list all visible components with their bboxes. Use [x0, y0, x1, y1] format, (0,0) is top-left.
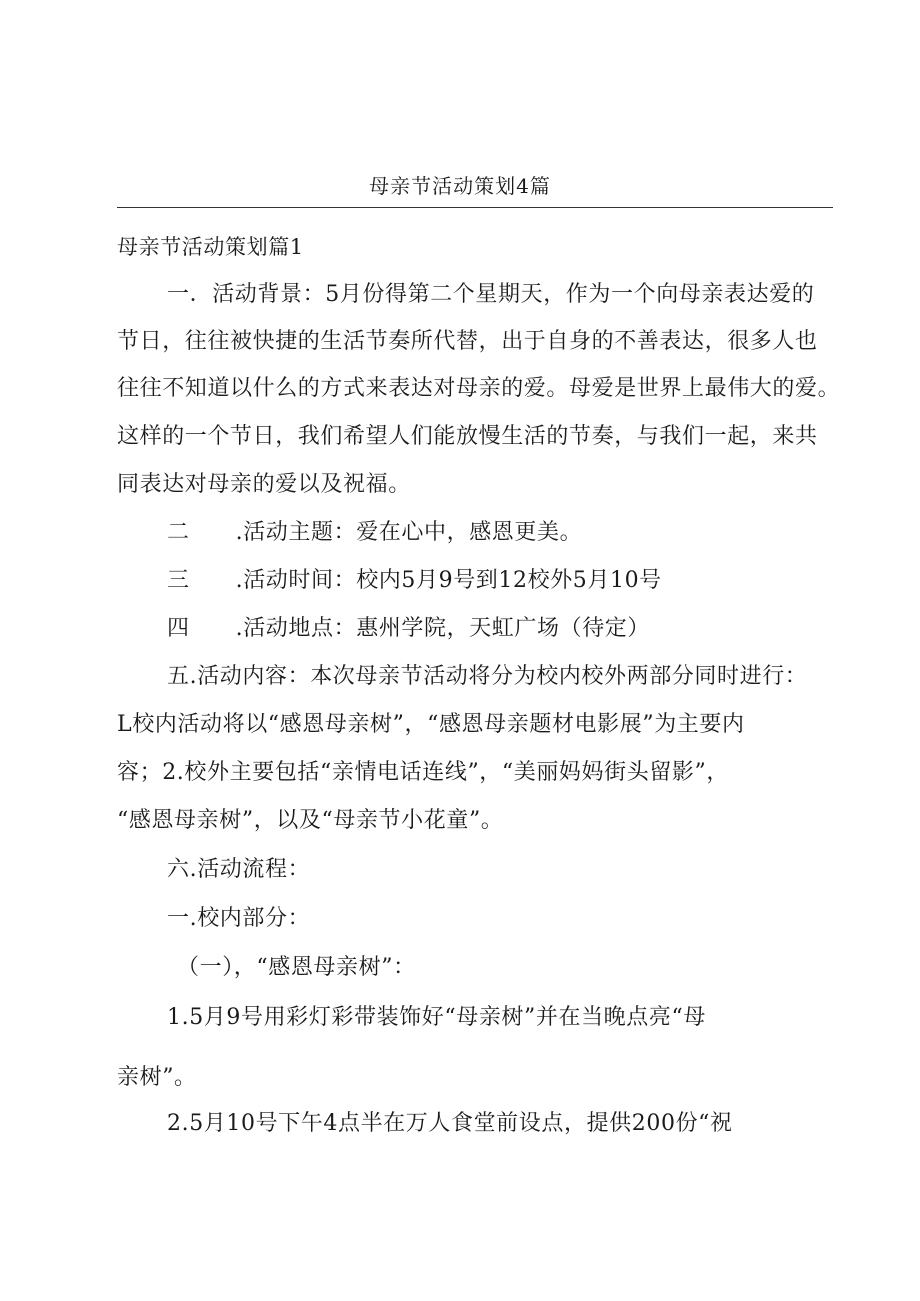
paragraph-line: 容；2.校外主要包括“亲情电话连线”，“美丽妈妈街头留影”，	[117, 760, 729, 785]
item-number: 三	[167, 568, 190, 593]
paragraph-line: 五.活动内容：本次母亲节活动将分为校内校外两部分同时进行：	[167, 664, 808, 689]
item-text: .活动地点：惠州学院，天虹广场（待定）	[235, 616, 651, 641]
numbered-item	[167, 518, 582, 548]
paragraph-line: 亲树”。	[117, 1065, 197, 1090]
item-text: .活动主题：爱在心中，感恩更美。	[235, 520, 583, 545]
paragraph-line: 2.5月10号下午4点半在万人食堂前设点，提供200份“祝	[167, 1111, 733, 1136]
paragraph-line: 一．活动背景：5月份得第二个星期天，作为一个向母亲表达爱的	[167, 282, 815, 307]
section-title: 母亲节活动策划篇1	[117, 235, 304, 259]
paragraph-line: 这样的一个节日，我们希望人们能放慢生活的节奏，与我们一起，来共	[117, 424, 818, 449]
paragraph-line: 节日，往往被快捷的生活节奏所代替，出于自身的不善表达，很多人也	[117, 329, 818, 354]
page-header: 母亲节活动策划4篇	[369, 174, 551, 198]
paragraph-line: 一.校内部分：	[167, 906, 311, 931]
paragraph-line: 同表达对母亲的爱以及祝福。	[117, 472, 411, 497]
paragraph-line: L校内活动将以“感恩母亲树”，“感恩母亲题材电影展”为主要内	[117, 712, 745, 737]
header-divider	[117, 207, 833, 208]
paragraph-line: 往往不知道以什么的方式来表达对母亲的爱。母爱是世界上最伟大的爱。	[117, 376, 841, 401]
item-text: .活动时间：校内5月9号到12校外5月10号	[235, 568, 662, 593]
numbered-item	[167, 614, 650, 644]
paragraph-line: （一），“感恩母亲树”：	[177, 955, 416, 980]
paragraph-line: 1.5月9号用彩灯彩带装饰好“母亲树”并在当晚点亮“母	[167, 1005, 706, 1030]
item-number: 四	[167, 616, 190, 641]
paragraph-line: 六.活动流程：	[167, 857, 311, 882]
paragraph-line: “感恩母亲树”，以及“母亲节小花童”。	[117, 808, 504, 833]
item-number: 二	[167, 520, 190, 545]
numbered-item	[167, 566, 662, 596]
